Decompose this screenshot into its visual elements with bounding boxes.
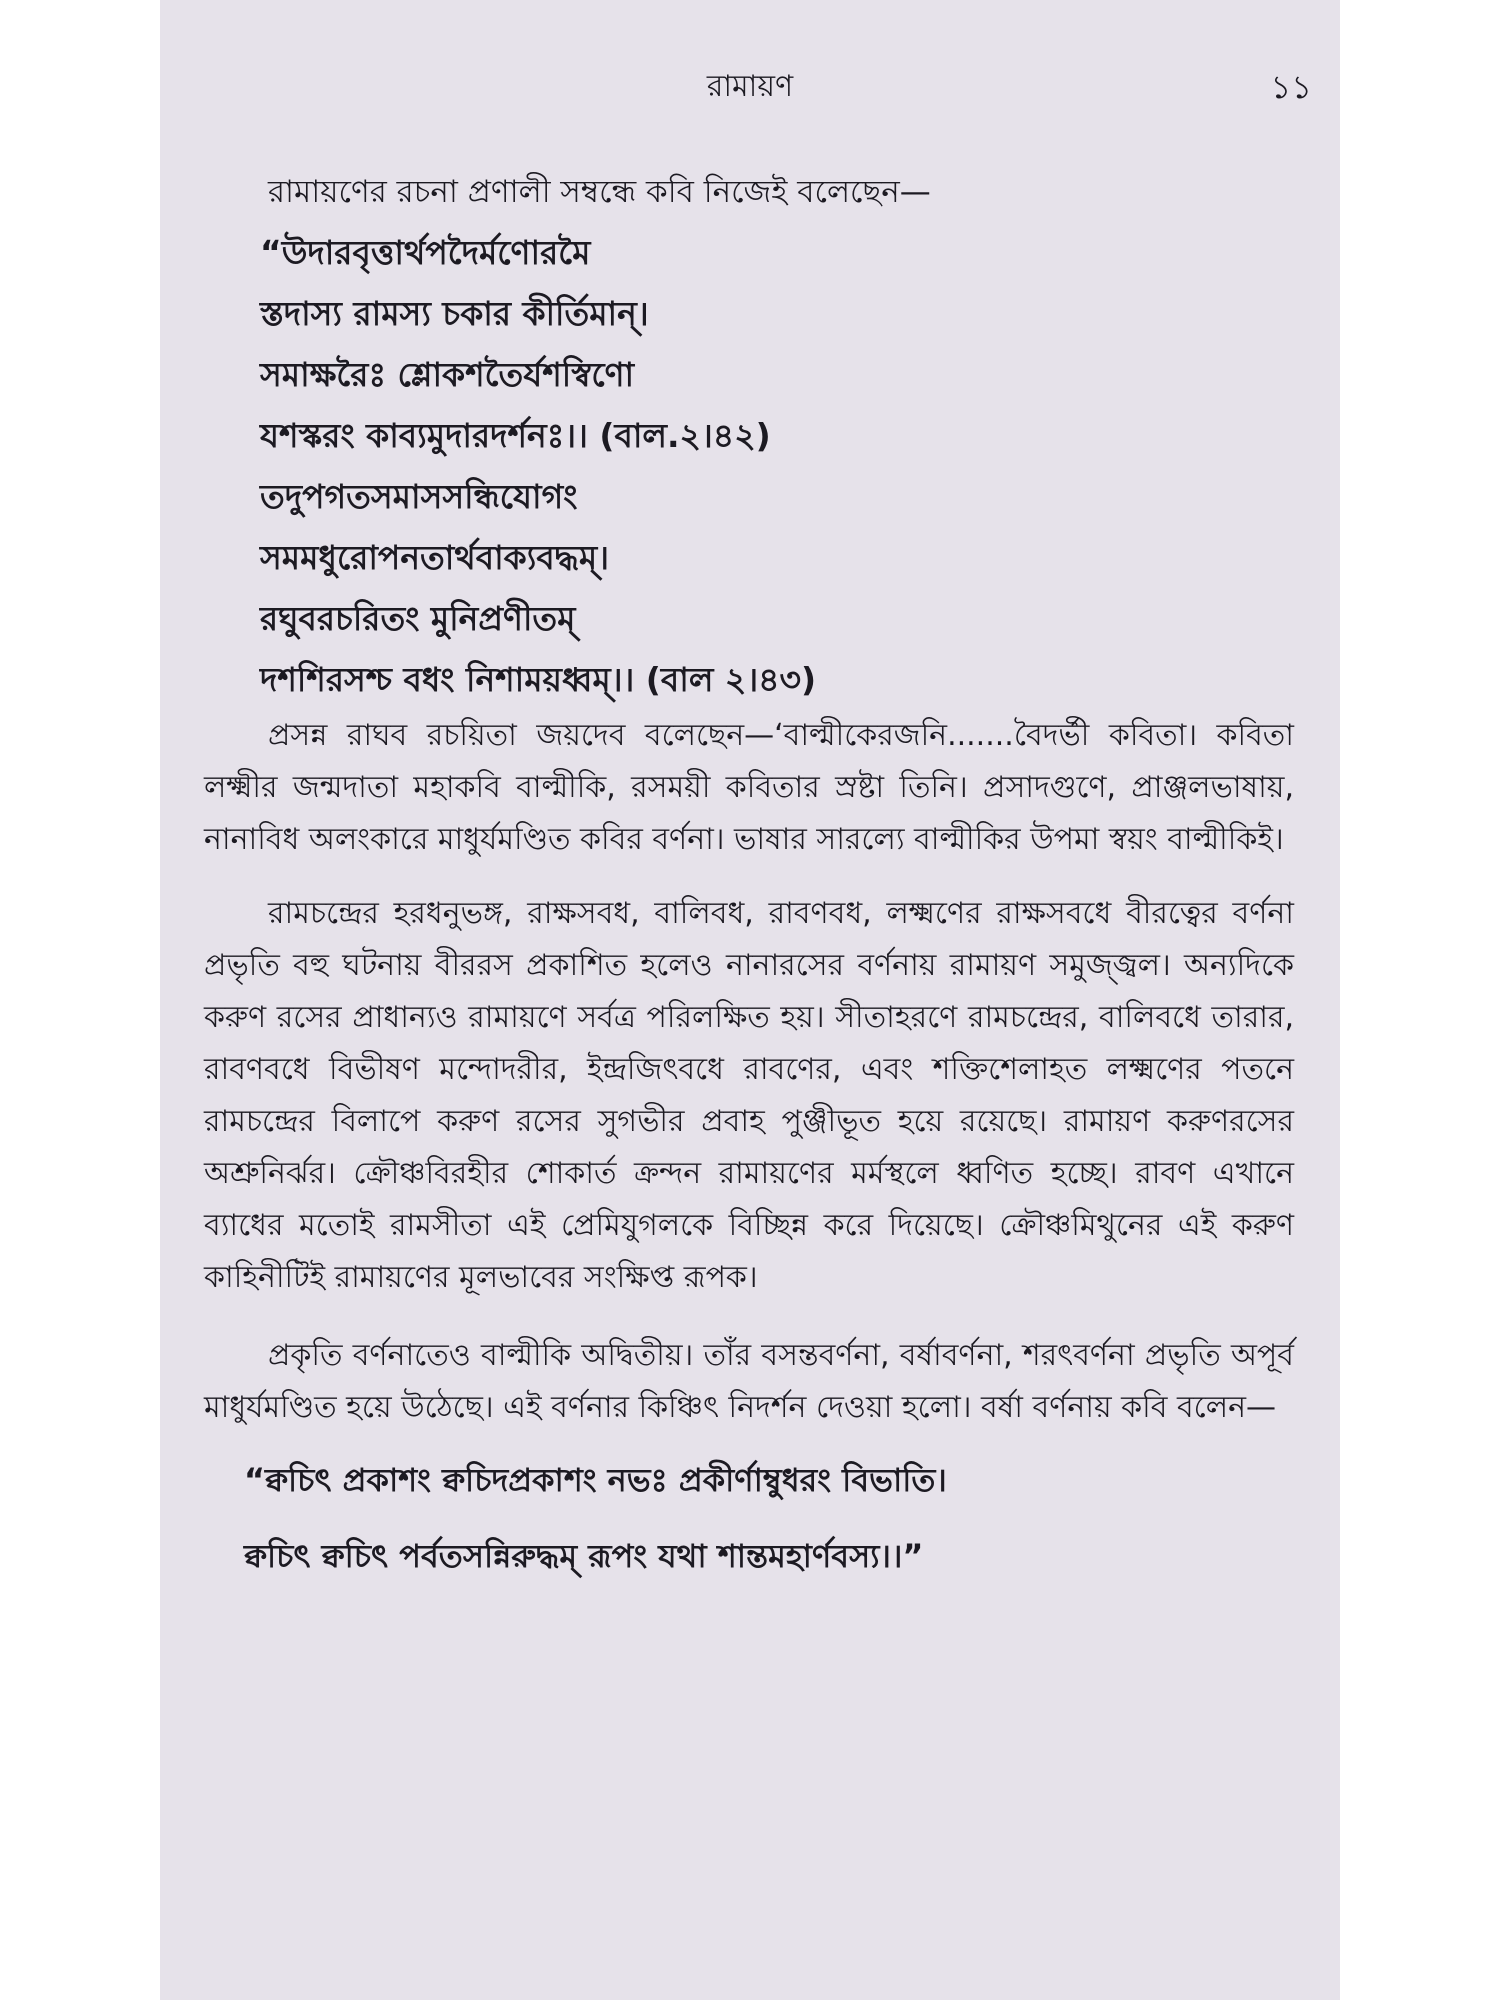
verse-line: যশস্করং কাব্যমুদারদর্শনঃ।। (বাল.২।৪২) — [260, 416, 771, 455]
verse-line: দশশিরসশ্চ বধং নিশাময়ধ্বম্।। (বাল ২।৪৩) — [260, 660, 817, 699]
paragraph-jayadeva: প্রসন্ন রাঘব রচয়িতা জয়দেব বলেছেন—‘বাল্মীকেরজনি.......বৈদর্ভী কবিতা। কবিতা লক্ষ্মীর জন্মদাতা মহাকবি বাল্মীকি, রসময়ী কবিতার স্রষ্টা তিনি। প্রসাদগুণে, প্রাঞ্জলভাষায়, নানাবিধ অলংকারে মাধুর্যমণ্ডিত কবির বর্ণনা। ভাষার সারল্যে বাল্মীকির উপমা স্বয়ং বাল্মীকিই। — [204, 718, 1294, 857]
page-body — [204, 162, 1294, 1594]
verse-line: তদুপগতসমাসসন্ধিযোগং — [260, 477, 578, 516]
running-title: রামায়ণ — [706, 69, 794, 104]
verse-line: স্তদাস্য রামস্য চকার কীর্তিমান্। — [260, 294, 649, 333]
verse-line: ক্বচিৎ ক্বচিৎ পর্বতসন্নিরুদ্ধম্ রূপং যথা শান্তমহার্ণবস্য।।” — [244, 1537, 924, 1575]
page-number: ১১ — [1270, 68, 1312, 106]
paragraph-rasa: রামচন্দ্রের হরধনুভঙ্গ, রাক্ষসবধ, বালিবধ, রাবণবধ, লক্ষ্মণের রাক্ষসবধে বীরত্বের বর্ণনা প্রভৃতি বহু ঘটনায় বীররস প্রকাশিত হলেও নানারসের বর্ণনায় রামায়ণ সমুজ্জ্বল। অন্যদিকে করুণ রসের প্রাধান্যও রামায়ণে সর্বত্র পরিলক্ষিত হয়। সীতাহরণে রামচন্দ্রের, বালিবধে তারার, রাবণবধে বিভীষণ মন্দোদরীর, ইন্দ্রজিৎবধে রাবণের, এবং শক্তিশেলাহত লক্ষ্মণের পতনে রামচন্দ্রের বিলাপে করুণ রসের সুগভীর প্রবাহ পুঞ্জীভূত হয়ে রয়েছে। রামায়ণ করুণরসের অশ্রুনির্ঝর। ক্রৌঞ্চবিরহীর শোকার্ত ক্রন্দন রামায়ণের মর্মস্থলে ধ্বণিত হচ্ছে। রাবণ এখানে ব্যাধের মতোই রামসীতা এই প্রেমিযুগলকে বিচ্ছিন্ন করে দিয়েছে। ক্রৌঞ্চমিথুনের এই করুণ কাহিনীটিই রামায়ণের মূলভাবের সংক্ষিপ্ত রূপক। — [204, 896, 1294, 1295]
paragraph-nature: প্রকৃতি বর্ণনাতেও বাল্মীকি অদ্বিতীয়। তাঁর বসন্তবর্ণনা, বর্ষাবর্ণনা, শরৎবর্ণনা প্রভৃতি অপূর্ব মাধুর্যমণ্ডিত হয়ে উঠেছে। এই বর্ণনার কিঞ্চিৎ নিদর্শন দেওয়া হলো। বর্ষা বর্ণনায় কবি বলেন— — [204, 1338, 1294, 1425]
verse-line: রঘুবরচরিতং মুনিপ্রণীতম্ — [260, 599, 576, 638]
page-header — [160, 62, 1340, 106]
intro-line: রামায়ণের রচনা প্রণালী সম্বন্ধে কবি নিজেই বলেছেন— — [268, 174, 931, 210]
book-page — [160, 0, 1340, 2000]
verse-line: “ক্বচিৎ প্রকাশং ক্বচিদপ্রকাশং নভঃ প্রকীর্ণাম্বুধরং বিভাতি। — [244, 1461, 947, 1499]
verse-line: “উদারবৃত্তার্থপদৈর্মণোরমৈ — [260, 233, 591, 272]
monsoon-verse-block — [204, 1442, 1294, 1594]
verse-line: সমমধুরোপনতার্থবাক্যবদ্ধম্। — [260, 538, 610, 577]
verse-line: সমাক্ষরৈঃ শ্লোকশতৈর্যশস্বিণো — [260, 355, 635, 394]
sanskrit-verse-block — [204, 222, 1294, 710]
